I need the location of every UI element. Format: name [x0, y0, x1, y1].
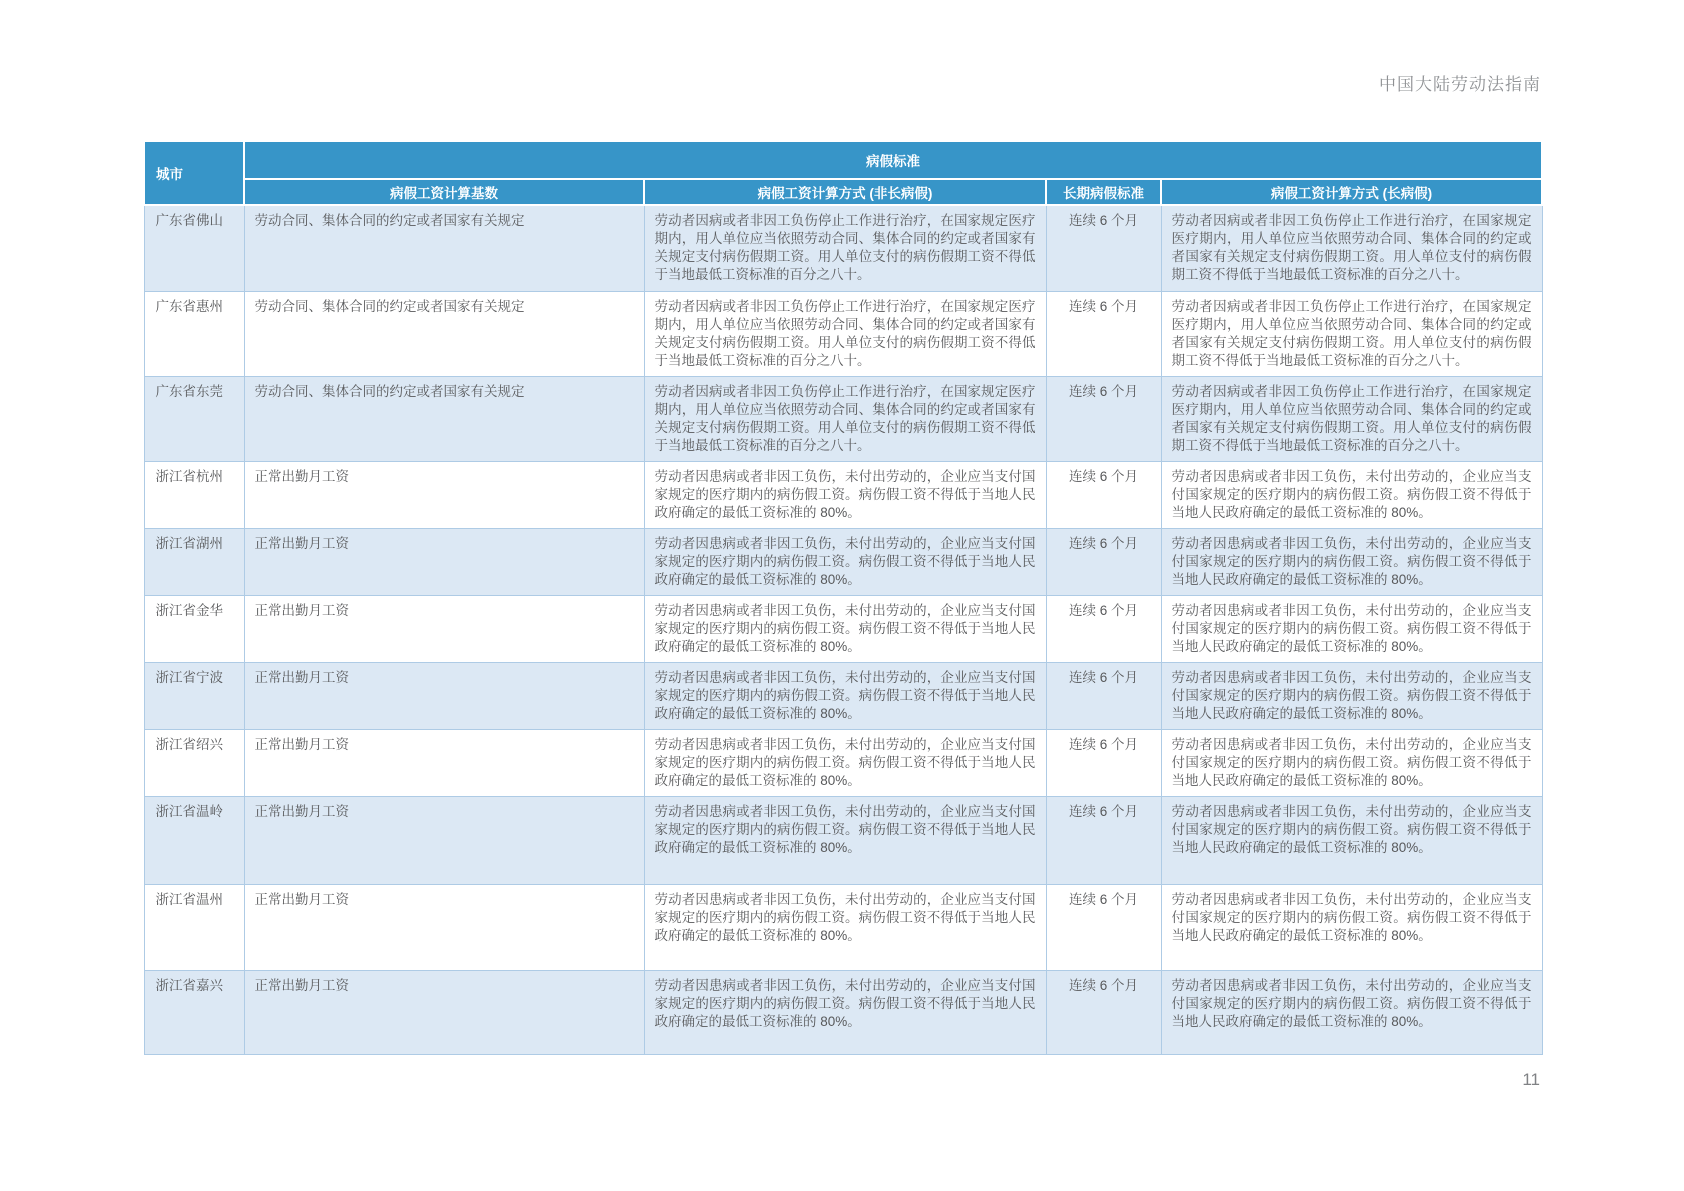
table-row: [144, 291, 1542, 376]
wage-base-cell: 正常出勤月工资: [244, 461, 644, 528]
wage-base-cell: 正常出勤月工资: [244, 884, 644, 970]
city-cell: 浙江省绍兴: [144, 729, 244, 796]
city-cell: 浙江省湖州: [144, 528, 244, 595]
sick-leave-table: [143, 140, 1543, 1055]
table-body: [144, 205, 1542, 1054]
doc-header-title: 中国大陆劳动法指南: [1379, 75, 1541, 94]
longterm-cell: 连续 6 个月: [1046, 205, 1161, 291]
table-header: [144, 141, 1542, 205]
table-row: [144, 205, 1542, 291]
col-group-header-sick-leave-standard: 病假标准: [244, 141, 1542, 179]
longterm-cell: 连续 6 个月: [1046, 528, 1161, 595]
city-cell: 广东省佛山: [144, 205, 244, 291]
city-cell: 浙江省温州: [144, 884, 244, 970]
col-header-longterm-standard: 长期病假标准: [1046, 179, 1161, 205]
col-header-city: 城市: [144, 141, 244, 205]
city-cell: 浙江省嘉兴: [144, 970, 244, 1054]
method-long-cell: 劳动者因患病或者非因工负伤，未付出劳动的，企业应当支付国家规定的医疗期内的病伤假工资。病伤假工资不得低于当地人民政府确定的最低工资标准的 80%。: [1161, 796, 1542, 884]
wage-base-cell: 正常出勤月工资: [244, 970, 644, 1054]
table-row: [144, 528, 1542, 595]
col-header-method-short: 病假工资计算方式 (非长病假): [644, 179, 1046, 205]
wage-base-cell: 正常出勤月工资: [244, 528, 644, 595]
city-cell: 浙江省金华: [144, 595, 244, 662]
city-cell: 浙江省杭州: [144, 461, 244, 528]
longterm-cell: 连续 6 个月: [1046, 595, 1161, 662]
wage-base-cell: 劳动合同、集体合同的约定或者国家有关规定: [244, 376, 644, 461]
method-short-cell: 劳动者因患病或者非因工负伤，未付出劳动的，企业应当支付国家规定的医疗期内的病伤假工资。病伤假工资不得低于当地人民政府确定的最低工资标准的 80%。: [644, 796, 1046, 884]
longterm-cell: 连续 6 个月: [1046, 796, 1161, 884]
method-short-cell: 劳动者因患病或者非因工负伤，未付出劳动的，企业应当支付国家规定的医疗期内的病伤假工资。病伤假工资不得低于当地人民政府确定的最低工资标准的 80%。: [644, 729, 1046, 796]
table-row: [144, 884, 1542, 970]
col-header-wage-base: 病假工资计算基数: [244, 179, 644, 205]
longterm-cell: 连续 6 个月: [1046, 376, 1161, 461]
method-short-cell: 劳动者因患病或者非因工负伤，未付出劳动的，企业应当支付国家规定的医疗期内的病伤假工资。病伤假工资不得低于当地人民政府确定的最低工资标准的 80%。: [644, 662, 1046, 729]
table-row: [144, 729, 1542, 796]
city-cell: 广东省惠州: [144, 291, 244, 376]
wage-base-cell: 正常出勤月工资: [244, 595, 644, 662]
longterm-cell: 连续 6 个月: [1046, 970, 1161, 1054]
city-cell: 浙江省温岭: [144, 796, 244, 884]
wage-base-cell: 劳动合同、集体合同的约定或者国家有关规定: [244, 291, 644, 376]
method-short-cell: 劳动者因患病或者非因工负伤，未付出劳动的，企业应当支付国家规定的医疗期内的病伤假工资。病伤假工资不得低于当地人民政府确定的最低工资标准的 80%。: [644, 528, 1046, 595]
method-long-cell: 劳动者因患病或者非因工负伤，未付出劳动的，企业应当支付国家规定的医疗期内的病伤假工资。病伤假工资不得低于当地人民政府确定的最低工资标准的 80%。: [1161, 461, 1542, 528]
col-header-method-long: 病假工资计算方式 (长病假): [1161, 179, 1542, 205]
wage-base-cell: 正常出勤月工资: [244, 796, 644, 884]
city-cell: 浙江省宁波: [144, 662, 244, 729]
method-long-cell: 劳动者因患病或者非因工负伤，未付出劳动的，企业应当支付国家规定的医疗期内的病伤假工资。病伤假工资不得低于当地人民政府确定的最低工资标准的 80%。: [1161, 528, 1542, 595]
wage-base-cell: 正常出勤月工资: [244, 662, 644, 729]
method-short-cell: 劳动者因病或者非因工负伤停止工作进行治疗，在国家规定医疗期内，用人单位应当依照劳动合同、集体合同的约定或者国家有关规定支付病伤假期工资。用人单位支付的病伤假期工资不得低于当地最低工资标准的百分之八十。: [644, 205, 1046, 291]
method-short-cell: 劳动者因病或者非因工负伤停止工作进行治疗，在国家规定医疗期内，用人单位应当依照劳动合同、集体合同的约定或者国家有关规定支付病伤假期工资。用人单位支付的病伤假期工资不得低于当地最低工资标准的百分之八十。: [644, 376, 1046, 461]
method-long-cell: 劳动者因患病或者非因工负伤，未付出劳动的，企业应当支付国家规定的医疗期内的病伤假工资。病伤假工资不得低于当地人民政府确定的最低工资标准的 80%。: [1161, 595, 1542, 662]
table-row: [144, 595, 1542, 662]
longterm-cell: 连续 6 个月: [1046, 729, 1161, 796]
table-row: [144, 461, 1542, 528]
method-short-cell: 劳动者因患病或者非因工负伤，未付出劳动的，企业应当支付国家规定的医疗期内的病伤假工资。病伤假工资不得低于当地人民政府确定的最低工资标准的 80%。: [644, 595, 1046, 662]
longterm-cell: 连续 6 个月: [1046, 291, 1161, 376]
wage-base-cell: 正常出勤月工资: [244, 729, 644, 796]
method-short-cell: 劳动者因病或者非因工负伤停止工作进行治疗，在国家规定医疗期内，用人单位应当依照劳动合同、集体合同的约定或者国家有关规定支付病伤假期工资。用人单位支付的病伤假期工资不得低于当地最低工资标准的百分之八十。: [644, 291, 1046, 376]
table-row: [144, 662, 1542, 729]
longterm-cell: 连续 6 个月: [1046, 461, 1161, 528]
table-header-columns-row: [144, 179, 1542, 205]
page-number: 11: [1522, 1070, 1540, 1089]
method-long-cell: 劳动者因病或者非因工负伤停止工作进行治疗，在国家规定医疗期内，用人单位应当依照劳动合同、集体合同的约定或者国家有关规定支付病伤假期工资。用人单位支付的病伤假期工资不得低于当地最低工资标准的百分之八十。: [1161, 291, 1542, 376]
method-long-cell: 劳动者因病或者非因工负伤停止工作进行治疗，在国家规定医疗期内，用人单位应当依照劳动合同、集体合同的约定或者国家有关规定支付病伤假期工资。用人单位支付的病伤假期工资不得低于当地最低工资标准的百分之八十。: [1161, 376, 1542, 461]
method-long-cell: 劳动者因患病或者非因工负伤，未付出劳动的，企业应当支付国家规定的医疗期内的病伤假工资。病伤假工资不得低于当地人民政府确定的最低工资标准的 80%。: [1161, 884, 1542, 970]
method-long-cell: 劳动者因患病或者非因工负伤，未付出劳动的，企业应当支付国家规定的医疗期内的病伤假工资。病伤假工资不得低于当地人民政府确定的最低工资标准的 80%。: [1161, 970, 1542, 1054]
method-long-cell: 劳动者因患病或者非因工负伤，未付出劳动的，企业应当支付国家规定的医疗期内的病伤假工资。病伤假工资不得低于当地人民政府确定的最低工资标准的 80%。: [1161, 662, 1542, 729]
city-cell: 广东省东莞: [144, 376, 244, 461]
method-short-cell: 劳动者因患病或者非因工负伤，未付出劳动的，企业应当支付国家规定的医疗期内的病伤假工资。病伤假工资不得低于当地人民政府确定的最低工资标准的 80%。: [644, 884, 1046, 970]
longterm-cell: 连续 6 个月: [1046, 662, 1161, 729]
table-row: [144, 970, 1542, 1054]
table-row: [144, 376, 1542, 461]
method-long-cell: 劳动者因病或者非因工负伤停止工作进行治疗，在国家规定医疗期内，用人单位应当依照劳动合同、集体合同的约定或者国家有关规定支付病伤假期工资。用人单位支付的病伤假期工资不得低于当地最低工资标准的百分之八十。: [1161, 205, 1542, 291]
method-long-cell: 劳动者因患病或者非因工负伤，未付出劳动的，企业应当支付国家规定的医疗期内的病伤假工资。病伤假工资不得低于当地人民政府确定的最低工资标准的 80%。: [1161, 729, 1542, 796]
method-short-cell: 劳动者因患病或者非因工负伤，未付出劳动的，企业应当支付国家规定的医疗期内的病伤假工资。病伤假工资不得低于当地人民政府确定的最低工资标准的 80%。: [644, 970, 1046, 1054]
wage-base-cell: 劳动合同、集体合同的约定或者国家有关规定: [244, 205, 644, 291]
table-row: [144, 796, 1542, 884]
table-header-group-row: [144, 141, 1542, 179]
method-short-cell: 劳动者因患病或者非因工负伤，未付出劳动的，企业应当支付国家规定的医疗期内的病伤假工资。病伤假工资不得低于当地人民政府确定的最低工资标准的 80%。: [644, 461, 1046, 528]
longterm-cell: 连续 6 个月: [1046, 884, 1161, 970]
